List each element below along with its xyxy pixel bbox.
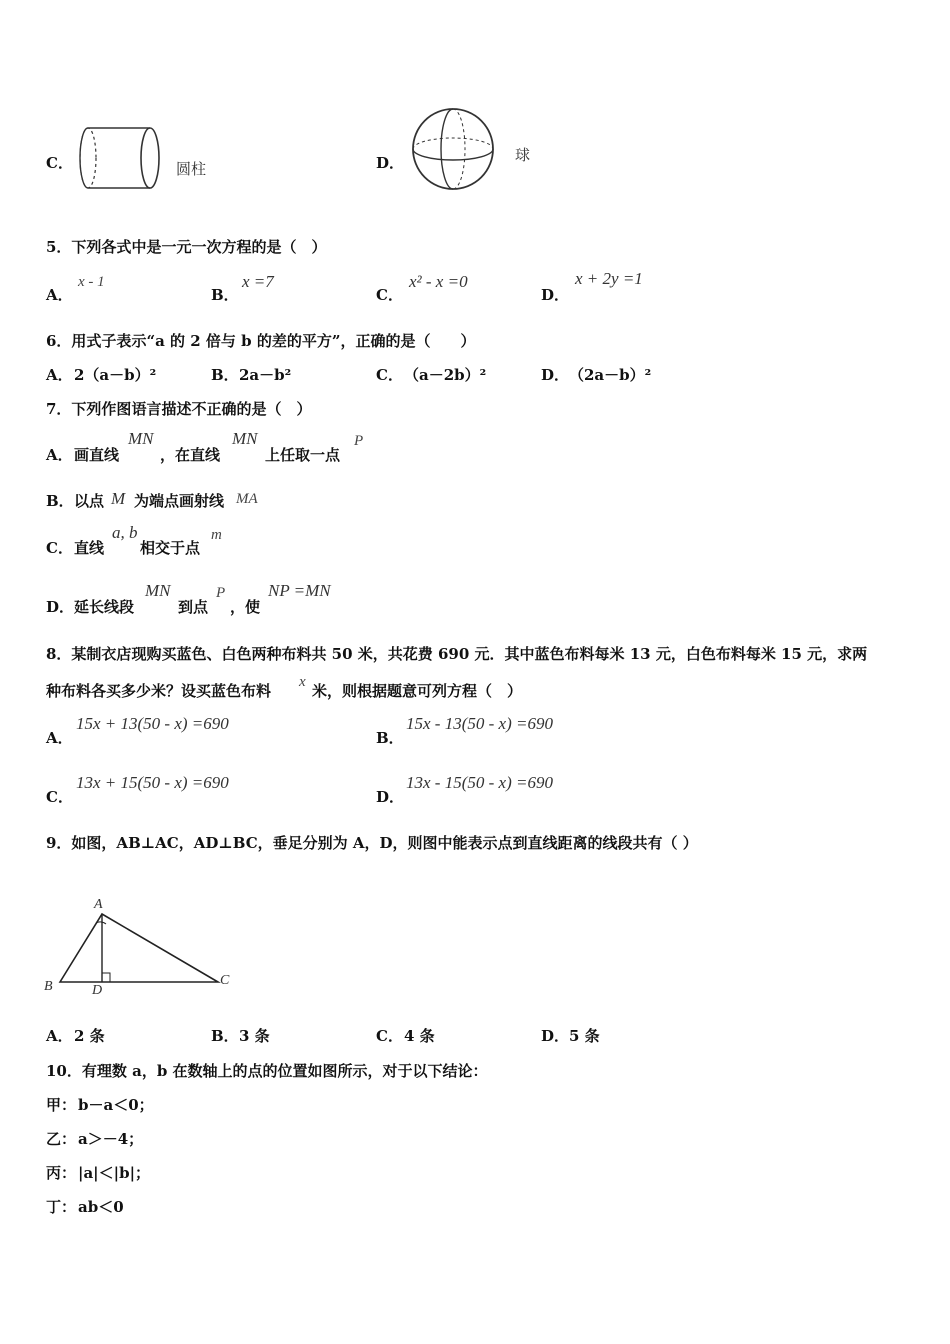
- q5-option-b-expr: x =7: [242, 272, 274, 291]
- q7-option-d-math1: MN: [145, 581, 171, 600]
- q6-option-a-expr: 2（a－b）²: [74, 366, 157, 384]
- q5-option-c-letter: C．: [376, 286, 403, 304]
- q7-option-c-math1: a, b: [112, 523, 138, 542]
- q7-option-b-letter: B．: [46, 492, 74, 510]
- q10-item-yi-expr: a＞－4；: [78, 1130, 144, 1148]
- label-d: D: [92, 983, 103, 998]
- q9-option-b-letter: B．: [211, 1027, 239, 1045]
- q5-option-d-expr: x + 2y =1: [575, 269, 643, 288]
- label-b: B: [44, 979, 53, 994]
- q6-option-d-letter: D．: [541, 366, 570, 384]
- q6-option-a-letter: A．: [46, 366, 73, 384]
- q7-option-d-text1: 延长线段: [74, 598, 135, 616]
- label-c: C: [220, 973, 230, 988]
- q5-option-a-letter: A．: [46, 286, 73, 304]
- q7-option-a-text2: ，在直线: [160, 446, 221, 464]
- q8-stem-var: x: [299, 674, 306, 690]
- q4-option-d-label: 球: [515, 146, 531, 164]
- q6-option-b-letter: B．: [211, 366, 239, 384]
- q7-option-a-math2: MN: [232, 429, 258, 448]
- q10-item-bing-label: 丙：: [46, 1164, 77, 1182]
- sphere-figure: [410, 104, 500, 196]
- q10-item-bing-expr: |a|＜|b|；: [78, 1164, 151, 1182]
- q5-stem: 5．下列各式中是一元一次方程的是（ ）: [46, 238, 327, 256]
- q7-option-d-math2: P: [216, 585, 226, 601]
- q5-option-a-expr: x - 1: [78, 274, 105, 290]
- q7-option-b-math2: MA: [236, 491, 258, 507]
- q8-option-b-expr: 15x - 13(50 - x) =690: [406, 714, 553, 733]
- q7-option-a-math1: MN: [128, 429, 154, 448]
- q5-option-c-expr: x² - x =0: [409, 272, 468, 291]
- q9-option-b-text: 3 条: [239, 1027, 270, 1045]
- q8-option-c-letter: C．: [46, 788, 73, 806]
- q9-option-c-text: 4 条: [404, 1027, 435, 1045]
- q7-option-c-text2: 相交于点: [140, 539, 201, 557]
- q10-item-ding-label: 丁：: [46, 1198, 77, 1216]
- q8-stem-line1: 8．某制衣店现购买蓝色、白色两种布料共 50 米，共花费 690 元．其中蓝色布料每米 13 元，白色布料每米 15 元，求两: [46, 645, 868, 663]
- q7-option-c-letter: C．: [46, 539, 73, 557]
- q7-option-c-text1: 直线: [74, 539, 105, 557]
- q10-item-yi-label: 乙：: [46, 1130, 77, 1148]
- q9-option-d-letter: D．: [541, 1027, 570, 1045]
- q7-option-a-text1: 画直线: [74, 446, 120, 464]
- q7-option-a-letter: A．: [46, 446, 73, 464]
- q7-option-d-letter: D．: [46, 598, 75, 616]
- q4-option-c-letter: C．: [46, 154, 73, 172]
- q9-option-a-letter: A．: [46, 1027, 73, 1045]
- q7-option-b-math1: M: [111, 489, 126, 508]
- q9-option-a-text: 2 条: [74, 1027, 105, 1045]
- q7-stem: 7．下列作图语言描述不正确的是（ ）: [46, 400, 312, 418]
- q8-option-b-letter: B．: [376, 729, 404, 747]
- q7-option-d-text2: 到点: [178, 598, 209, 616]
- q8-option-d-letter: D．: [376, 788, 405, 806]
- label-a: A: [94, 897, 103, 912]
- q6-option-b-expr: 2a－b²: [239, 366, 292, 384]
- q4-option-d-letter: D．: [376, 154, 405, 172]
- triangle-figure: [40, 890, 240, 1000]
- q7-option-b-text1: 以点: [74, 492, 105, 510]
- q10-item-jia-expr: b－a＜0；: [78, 1096, 154, 1114]
- q7-option-c-math2: m: [211, 527, 222, 543]
- q5-option-b-letter: B．: [211, 286, 239, 304]
- q7-option-a-text3: 上任取一点: [265, 446, 341, 464]
- q10-item-jia-label: 甲：: [46, 1096, 77, 1114]
- q8-option-c-expr: 13x + 15(50 - x) =690: [76, 773, 229, 792]
- q6-option-c-letter: C．: [376, 366, 403, 384]
- q6-stem: 6．用式子表示“a 的 2 倍与 b 的差的平方”，正确的是（ ）: [46, 332, 476, 350]
- q6-option-c-expr: （a－2b）²: [404, 366, 487, 384]
- q10-item-ding-expr: ab＜0: [78, 1198, 124, 1216]
- q5-option-d-letter: D．: [541, 286, 570, 304]
- q7-option-d-text3: ，使: [230, 598, 261, 616]
- q10-stem: 10．有理数 a，b 在数轴上的点的位置如图所示，对于以下结论：: [46, 1062, 488, 1080]
- q7-option-a-math3: P: [354, 433, 364, 449]
- q4-option-c-label: 圆柱: [176, 160, 207, 178]
- q7-option-b-text2: 为端点画射线: [134, 492, 225, 510]
- q8-stem-line2b: 米，则根据题意可列方程（ ）: [312, 682, 523, 700]
- q9-stem: 9．如图，AB⊥AC，AD⊥BC，垂足分别为 A，D，则图中能表示点到直线距离的线段共有（ ）: [46, 834, 698, 852]
- q8-option-a-letter: A．: [46, 729, 73, 747]
- q8-option-d-expr: 13x - 15(50 - x) =690: [406, 773, 553, 792]
- q9-option-c-letter: C．: [376, 1027, 403, 1045]
- q7-option-d-math3: NP =MN: [268, 581, 331, 600]
- q6-option-d-expr: （2a－b）²: [569, 366, 652, 384]
- q8-stem-line2a: 种布料各买多少米？设买蓝色布料: [46, 682, 272, 700]
- q8-option-a-expr: 15x + 13(50 - x) =690: [76, 714, 229, 733]
- cylinder-figure: [76, 120, 166, 198]
- q9-option-d-text: 5 条: [569, 1027, 600, 1045]
